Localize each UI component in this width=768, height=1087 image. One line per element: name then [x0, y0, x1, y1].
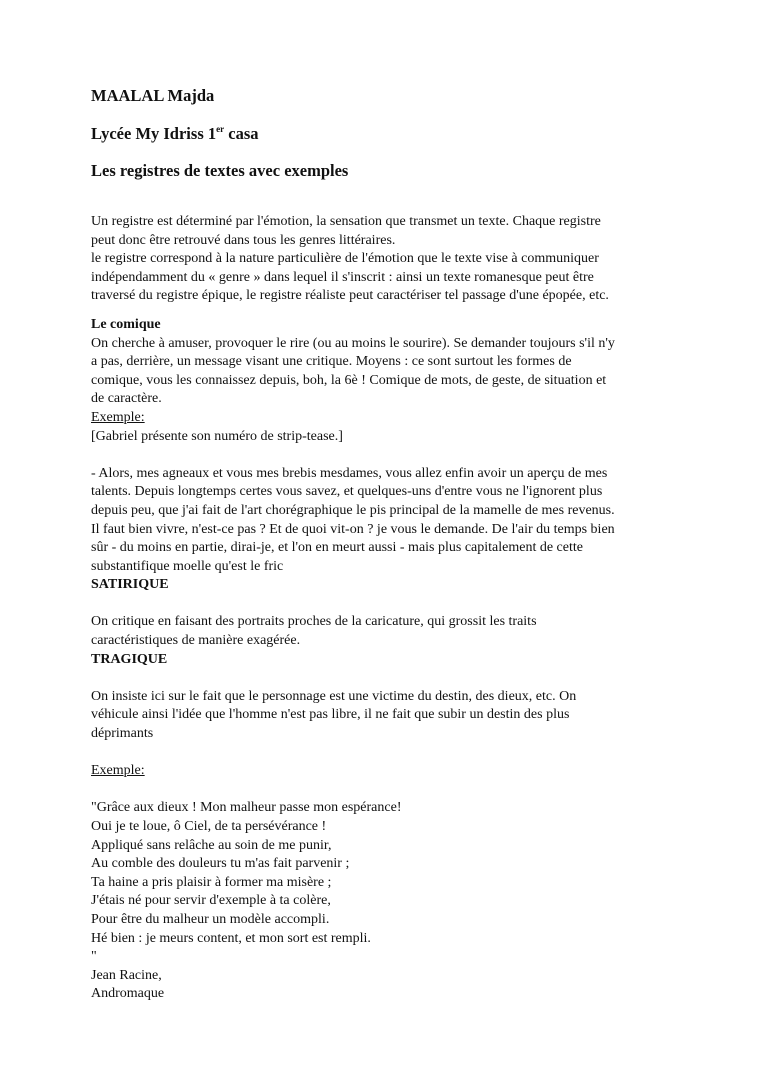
example-label: Exemple: — [91, 763, 145, 779]
comique-line: de caractère. — [91, 391, 162, 407]
poem-author: Jean Racine, — [91, 967, 162, 983]
comique-quote-line: substantifique moelle qu'est le fric — [91, 558, 284, 574]
document-title: Les registres de textes avec exemples — [91, 161, 349, 180]
poem-line: Hé bien : je meurs content, et mon sort est rempli. — [91, 930, 371, 946]
section-title-tragique: TRAGIQUE — [91, 651, 168, 667]
comique-quote-line: - Alors, mes agneaux et vous mes brebis mesdames, vous allez enfin avoir un aperçu de mes — [91, 465, 608, 481]
poem-line: J'étais né pour servir d'exemple à ta colère, — [91, 893, 331, 909]
poem-line: Oui je te loue, ô Ciel, de ta persévérance ! — [91, 819, 327, 834]
example-label: Exemple: — [91, 409, 145, 425]
comique-quote-line: Il faut bien vivre, n'est-ce pas ? Et de quoi vit-on ? je vous le demande. De l'air du temps bien — [91, 521, 615, 537]
comique-line: comique, vous les connaissez depuis, boh, la 6è ! Comique de mots, de geste, de situation et — [91, 372, 607, 388]
poem-work: Andromaque — [91, 986, 165, 1002]
tragique-line: déprimants — [91, 726, 154, 742]
poem-line: Ta haine a pris plaisir à former ma misère ; — [91, 874, 332, 890]
school-name: Lycée My Idriss 1er casa — [91, 123, 259, 143]
satirique-line: On critique en faisant des portraits proches de la caricature, qui grossit les traits — [91, 614, 537, 630]
section-tragique — [91, 651, 681, 1004]
intro-line: le registre correspond à la nature particulière de l'émotion que le texte vise à communiquer — [91, 251, 599, 267]
intro-line: peut donc être retrouvé dans tous les genres littéraires. — [91, 232, 396, 248]
comique-line: a pas, derrière, un message visant une critique. Moyens : ce sont surtout les formes de — [91, 354, 572, 370]
intro-paragraph — [91, 213, 681, 306]
section-comique — [91, 316, 681, 576]
poem-line: " — [91, 949, 97, 965]
section-title-comique: Le comique — [91, 316, 161, 332]
poem-line: Pour être du malheur un modèle accompli. — [91, 911, 330, 927]
poem-line: "Grâce aux dieux ! Mon malheur passe mon espérance! — [91, 800, 402, 816]
comique-quote-line: talents. Depuis longtemps certes vous savez, et quelques-uns d'entre vous ne l'ignorent plus — [91, 484, 603, 500]
section-title-satirique: SATIRIQUE — [91, 577, 169, 593]
tragique-line: véhicule ainsi l'idée que l'homme n'est pas libre, il ne fait que subir un destin des plus — [91, 707, 570, 723]
poem-line: Au comble des douleurs tu m'as fait parvenir ; — [91, 856, 350, 872]
comique-line: On cherche à amuser, provoquer le rire (ou au moins le sourire). Se demander toujours s'il n'y — [91, 335, 615, 351]
document-page — [91, 86, 681, 1004]
comique-quote-line: depuis peu, que j'ai fait de l'art chorégraphique le pis principal de la mamelle de mes revenus. — [91, 502, 615, 518]
section-satirique — [91, 576, 681, 650]
comique-quote-line: sûr - du moins en partie, dirai-je, et l'on en meurt aussi - mais plus capitalement de cette — [91, 540, 583, 556]
author-name: MAALAL Majda — [91, 86, 215, 105]
intro-line: traversé du registre épique, le registre réaliste peut caractériser tel passage d'une épopée, etc. — [91, 288, 609, 304]
poem-line: Appliqué sans relâche au soin de me punir, — [91, 837, 332, 853]
stage-direction: [Gabriel présente son numéro de strip-tease.] — [91, 428, 343, 444]
tragique-line: On insiste ici sur le fait que le personnage est une victime du destin, des dieux, etc. On — [91, 688, 577, 704]
satirique-line: caractéristiques de manière exagérée. — [91, 633, 301, 649]
intro-line: indépendamment du « genre » dans lequel il s'inscrit : ainsi un texte romanesque peut être — [91, 269, 594, 285]
intro-line: Un registre est déterminé par l'émotion, la sensation que transmet un texte. Chaque registre — [91, 214, 601, 229]
